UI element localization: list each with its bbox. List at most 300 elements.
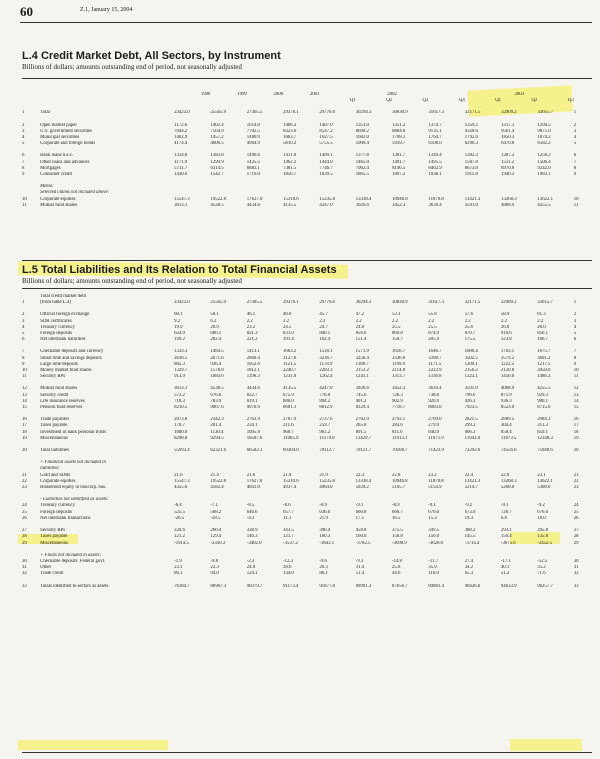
cell-value: 44.6 [391,571,401,577]
cell-value: -2.3 [246,558,255,564]
line-number-right: 5 [573,141,577,147]
cell-value: 199.2 [174,337,185,343]
cell-value: 2058.0 [537,368,551,374]
cell-value: 89991.3 [355,583,372,589]
cell-value: 1680.4 [464,349,478,355]
cell-value: 13622.1 [537,478,553,484]
row-label: Selected claims not included above: [40,190,110,196]
cell-value: 34.2 [464,565,473,571]
cell-value: 4255.5 [537,386,551,392]
cell-value: 1682.0 [355,135,369,141]
row-label: Security RPs [40,528,66,534]
cell-value: 10946.8 [392,196,408,202]
cell-value: -9.8 [210,558,218,564]
line-number: 12 [22,386,27,392]
cell-value: 811.6 [391,429,403,435]
cell-value: 16.5 [391,515,401,521]
cell-value: 13268.3 [500,478,517,484]
cell-value: 3639.4 [428,386,442,392]
cell-value: 9070.9 [246,405,260,411]
cell-value: -11.7 [428,558,439,564]
cell-value: 1792.6 [464,135,478,141]
cell-value: 2203.3 [319,368,333,374]
cell-value: 21.4 [210,472,219,478]
line-number-right: 33 [573,583,579,589]
cell-value: 783.9 [210,398,222,404]
cell-value: -9.2 [464,503,473,509]
cell-value: 6883.1 [246,165,260,171]
line-number: 26 [22,515,27,521]
cell-value: 1812.1 [246,368,260,374]
cell-value: 858.4 [500,429,512,435]
cell-value: 1850.3 [501,135,515,141]
cell-value: 25565.9 [210,110,227,116]
cell-value: 11870.8 [428,478,444,484]
cell-value: 32171.5 [464,110,481,116]
cell-value: 265.8 [355,423,367,429]
cell-value: 2240.7 [283,368,297,374]
cell-value: 9561.4 [501,128,515,134]
cell-value: 738.8 [428,392,440,398]
cell-value: 86.1 [319,571,328,577]
row-label: Other loans and advances [40,159,90,165]
line-number-right: 3 [573,128,577,134]
cell-value: 1610.7 [391,349,406,355]
cell-value: 266.4 [210,528,222,534]
cell-value: 6108.0 [428,141,442,147]
cell-value: 5755.5 [319,141,333,147]
cell-value: 4174.4 [174,141,188,147]
cell-value: 15235.8 [319,478,335,484]
cell-value: 15.3 [428,515,437,521]
cell-value: -3643.1 [319,540,335,546]
cell-value: 1603.7 [283,135,297,141]
cell-value: 24.0 [246,565,256,571]
cell-value: 3452.3 [391,386,406,392]
cell-value: 17.5 [355,515,365,521]
line-number: 11 [22,374,27,380]
cell-value: 156.8 [391,534,403,540]
cell-value: 8970.8 [501,165,515,171]
cell-value: 19.3 [464,515,473,521]
cell-value: 2151.2 [355,368,369,374]
cell-value: 150.7 [391,337,403,343]
line-number: 2 [22,122,25,128]
cell-value: 4937.4 [283,485,297,491]
cell-value: 1874.2 [537,135,551,141]
cell-value: 1491.7 [392,159,406,165]
cell-value: 27305.5 [246,300,263,306]
cell-value: 65.3 [464,571,473,577]
cell-value: 1457.2 [210,135,224,141]
q3-2002: Q3 [422,98,429,104]
cell-value: 871.9 [500,392,512,398]
row-label: Mutual fund shares [40,386,78,392]
line-number: 3 [22,318,25,324]
row-label: Corporate equities [40,196,76,202]
cell-value: 24.7 [319,324,328,330]
cell-value: 929.3 [537,392,549,398]
cell-value: 1222.5 [500,361,515,367]
cell-value: -3690.9 [391,540,407,546]
row-label: Checkable deposits and currency [40,349,104,355]
cell-value: 6470.8 [501,141,515,147]
cell-value: 2737.6 [319,417,333,423]
line-number-right: 15 [573,405,579,411]
line-number: 25 [22,509,27,515]
cell-value: 2.2 [283,318,290,324]
cell-value: 13338.4 [355,196,372,202]
cell-value: 11913.1 [391,435,408,441]
table-l4-subtitle: Billions of dollars; amounts outstanding end of period, not seasonally adjusted [22,63,242,71]
cell-value: 657.7 [283,509,294,515]
cell-value: 1578.8 [210,368,224,374]
line-number-right: 20 [573,448,579,454]
cell-value: 1425.5 [246,159,260,165]
cell-value: 8323.6 [283,128,297,134]
cell-value: 1209.1 [464,361,478,367]
cell-value: 796.6 [464,392,476,398]
cell-value: 1351.2 [392,122,406,128]
cell-value: 2707.9 [283,417,297,423]
line-number: 21 [22,472,27,478]
cell-value: 6582.2 [537,141,551,147]
cell-value: 636.0 [319,509,331,515]
row-label: Treasury currency [40,503,76,509]
cell-value: 805.3 [174,361,185,367]
cell-value: 1940.3 [501,172,515,178]
row-label: Total credit market debt [40,294,87,299]
cell-value: 1839.5 [319,172,333,178]
cell-value: 27305.5 [246,110,263,116]
cell-value: -26.5 [174,515,185,521]
cell-value: 27.4 [464,558,473,564]
cell-value: -6.4 [174,503,182,509]
cell-value: -2330.3 [210,540,226,546]
line-number-right: 17 [573,423,579,429]
cell-value: 1764.7 [428,135,442,141]
line-number-right: 1 [573,300,577,306]
cell-value: 2860.4 [246,355,260,361]
cell-value: 6.8 [500,515,507,521]
year-1998: 1998 [200,92,211,97]
cell-value: -1.9 [174,558,182,564]
line-number: 18 [22,429,27,435]
line-number-right: 4 [573,324,577,330]
cell-value: 25.5 [428,324,437,330]
cell-value: 91877.8 [319,583,335,589]
cell-value: 32909.2 [500,300,517,306]
cell-value: 2762.0 [355,417,369,423]
cell-value: 4538.5 [210,386,224,392]
cell-value: 160.0 [355,534,367,540]
line-number-right: 13 [573,392,579,398]
line-number: 10 [22,368,27,374]
cell-value: 1317.1 [501,122,515,128]
cell-value: 205.9 [428,337,440,343]
cell-value: -8.5 [246,503,255,509]
cell-value: 926.3 [464,398,476,404]
cell-value: 960.7 [283,429,294,435]
cell-value: 72292.6 [464,448,481,454]
cell-value: 2073.8 [174,417,188,423]
cell-value: 156.0 [428,534,440,540]
line-number-right: 2 [573,312,577,318]
cell-value: 936.3 [500,398,512,404]
cell-value: -3628.0 [428,540,444,546]
row-label: Security credit [40,392,69,398]
cell-value: 4538.5 [210,202,224,208]
cell-value: 31.4 [355,565,365,571]
row-label: Treasury currency [40,324,76,330]
cell-value: 856.6 [355,331,367,337]
cell-value: 8523.0 [500,405,515,411]
cell-value: 3502.5 [464,355,478,361]
cell-value: 874.9 [428,331,440,337]
line-number-right: 5 [573,331,577,337]
q4-2002: Q4 [458,98,465,104]
release-date: Z.1, January 15, 2004 [80,7,133,13]
cell-value: 1302.3 [464,153,478,159]
cell-value: 666.7 [391,509,403,515]
cell-value: 110.0 [428,571,439,577]
cell-value: 1171.5 [428,361,442,367]
cell-value: 151.4 [355,337,367,343]
cell-value: 8715.0 [537,405,551,411]
row-label: Life insurance reserves [40,398,85,404]
cell-value: 3452.3 [392,202,406,208]
line-number-right: 7 [573,349,577,355]
cell-value: 24.8 [355,324,365,330]
cell-value: 17627.0 [246,478,263,484]
cell-value: 1614.0 [246,122,260,128]
cell-value: 30830.9 [392,110,408,116]
cell-value: 1314.8 [174,153,188,159]
cell-value: -14.8 [391,558,402,564]
cell-value: 175.5 [464,337,476,343]
cell-value: 21.6 [174,472,183,478]
cell-value: 1241.1 [355,374,369,380]
cell-value: 21.8 [283,472,292,478]
line-number-right: 10 [573,368,579,374]
cell-value: 46.8 [283,312,292,318]
cell-value: 624.9 [174,331,185,337]
cell-value: -8.9 [391,503,400,509]
cell-value: 1938.1 [428,172,442,178]
q2-2003: Q2 [531,98,538,104]
cell-value: 7702.5 [246,128,260,134]
cell-value: 1333.3 [174,349,188,355]
cell-value: 676.0 [428,509,440,515]
cell-value: 9135.1 [428,128,442,134]
cell-value: 1188.7 [355,361,369,367]
cell-value: 8884.8 [392,128,406,134]
cell-value: 1484.5 [210,349,224,355]
line-number: 20 [22,448,27,454]
cell-value: 1377.8 [355,153,369,159]
cell-value: 525.5 [174,509,185,515]
cell-value: 1323.1 [464,374,478,380]
cell-value: 23.2 [246,324,256,330]
cell-value: 6.2 [210,318,217,324]
cell-value: 2769.0 [428,417,442,423]
cell-value: 86.1 [174,571,183,577]
cell-value: 840.9 [428,429,440,435]
cell-value: 70112.7 [319,448,335,454]
cell-value: 850.1 [537,331,549,337]
cell-value: 21.6 [246,472,256,478]
cell-value: 69304.0 [283,448,299,454]
cell-value: 901.2 [355,398,367,404]
cell-value: 3127.6 [283,355,297,361]
cell-value: 22.8 [391,472,401,478]
cell-value: 1409.1 [319,153,333,159]
line-number-right: 9 [573,361,577,367]
cell-value: 220.6 [174,528,185,534]
cell-value: 646.6 [246,509,258,515]
cell-value: 3926.6 [355,386,369,392]
cell-value: 388.2 [464,528,476,534]
cell-value: 135.8 [537,534,549,540]
cell-value: 70108.7 [391,448,408,454]
cell-value: -8.6 [283,503,291,509]
line-number: 1 [22,110,25,116]
row-label: Corporate equities [40,478,76,484]
line-number-right: 21 [573,472,579,478]
cell-value: 30294.3 [355,300,372,306]
cell-value: 29376.1 [283,300,299,306]
cell-value: 71.6 [537,571,546,577]
cell-value: 66502.3 [246,448,263,454]
table-l5-subtitle: Billions of dollars; amounts outstanding end of period, not seasonally adjusted [22,277,242,285]
cell-value: 1196.3 [246,374,260,380]
cell-value: 23423.0 [174,300,190,306]
cell-value: 15310.6 [283,478,299,484]
line-number-right: 30 [573,558,579,564]
cell-value: 1413.1 [246,349,260,355]
cell-value: 1856.7 [283,172,297,178]
cell-value: 4135.5 [283,386,297,392]
cell-value: -9.3 [355,558,364,564]
cell-value: -12.3 [283,558,294,564]
cell-value: 1646.7 [428,349,442,355]
cell-value: 1486.3 [537,374,551,380]
cell-value: 676.6 [210,392,222,398]
q2-2002: Q2 [386,98,393,104]
cell-value: 22.3 [355,472,365,478]
row-label: Checkable deposits: Federal govt. [40,558,106,564]
cell-value: 23.2 [428,472,437,478]
line-number: 8 [22,355,25,361]
cell-value: 124.1 [246,571,258,577]
table-l5-title: L.5 Total Liabilities and Its Relation to Total Financial Assets [22,264,337,276]
cell-value: 349.5 [428,528,440,534]
cell-value: 686.1 [210,331,222,337]
row-label: Other [40,565,52,571]
cell-value: 86967.3 [210,583,226,589]
cell-value: 4600.5 [210,141,224,147]
cell-value: 234.1 [246,423,258,429]
cell-value: 4247.0 [319,202,333,208]
cell-value: 61.3 [537,312,546,318]
cell-value: 2.2 [428,318,435,324]
cell-value: 4434.6 [246,202,260,208]
cell-value: -7.1 [210,503,218,509]
cell-value: 1299.9 [210,159,224,165]
cell-value: 10507.6 [246,435,263,441]
cell-value: 75948.6 [537,448,553,454]
page-number: 60 [20,4,33,19]
cell-value: 1121.5 [283,361,297,367]
line-number-right: 11 [573,202,579,208]
line-number: 32 [22,571,27,577]
cell-value: 396.4 [319,528,331,534]
row-label: Total [40,110,50,116]
cell-value: 2156.2 [464,368,478,374]
cell-value: 31617.3 [428,110,444,116]
cell-value: -8.9 [319,503,327,509]
cell-value: 50.1 [210,312,219,318]
line-number-right: 25 [573,509,579,515]
row-label: U.S. government securities [40,128,93,134]
cell-value: 4068.9 [500,386,515,392]
cell-value: -3452.5 [537,540,553,546]
line-number-right: 6 [573,153,577,159]
cell-value: 29376.1 [283,110,299,116]
cell-value: 134.0 [283,571,294,577]
cell-value: 1480.9 [246,135,260,141]
cell-value: 11870.8 [428,196,444,202]
cell-value: 7718.7 [391,405,406,411]
cell-value: 5105.7 [391,485,406,491]
cell-value: 89881.4 [428,583,444,589]
cell-value: 15310.6 [283,196,299,202]
cell-value: 6314.5 [210,165,224,171]
cell-value: 9294.5 [210,435,224,441]
cell-value: 375.5 [391,528,403,534]
cell-value: 840.1 [319,331,331,337]
cell-value: 1411.0 [283,153,297,159]
cell-value: 55.8 [428,312,437,318]
cell-value: 4135.5 [283,202,297,208]
line-number: 16 [22,417,27,423]
line-number: 1 [22,300,25,306]
cell-value: 62321.6 [210,448,226,454]
cell-value: 3256.4 [355,355,369,361]
cell-value: -3402.0 [246,540,262,546]
row-label: + Financial assets not included in [40,460,106,466]
cell-value: 806.3 [464,429,476,435]
cell-value: 1217.5 [537,361,551,367]
cell-value: 30294.3 [355,110,372,116]
row-label: Pension fund reserves [40,405,83,411]
cell-value: 718.3 [174,398,185,404]
cell-value: 1313.7 [391,374,406,380]
cell-value: 7923.5 [464,405,478,411]
cell-value: 5308.0 [537,485,551,491]
cell-value: 778.0 [319,392,331,398]
cell-value: 3236.7 [319,355,333,361]
cell-value: 35.9 [428,565,437,571]
cell-value: -3675.6 [500,540,516,546]
line-number: 24 [22,503,27,509]
cell-value: 2.2 [391,318,398,324]
year-2001: 2001 [309,92,320,97]
row-label: Household equity in noncorp. bus. [40,485,107,491]
cell-value: 821.3 [246,331,258,337]
cell-value: 4582.4 [210,485,224,491]
cell-value: 1506.4 [537,159,551,165]
